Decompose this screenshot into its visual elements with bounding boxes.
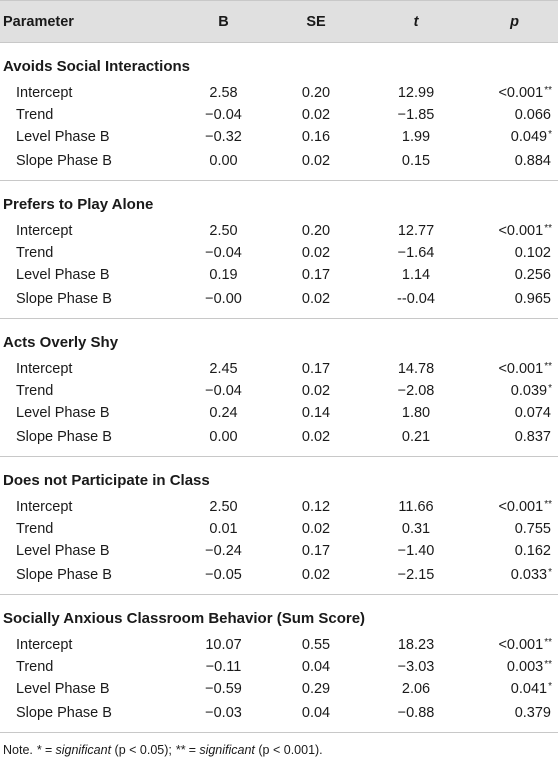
cell-se: 0.02	[301, 383, 331, 399]
significance-marker: *	[548, 129, 552, 140]
significance-marker: **	[544, 223, 552, 234]
cell-se: 0.17	[301, 361, 331, 377]
cell-p	[471, 126, 558, 148]
table-row	[0, 634, 558, 656]
cell-b: −0.11	[205, 659, 242, 675]
cell-t: 18.23	[397, 637, 435, 653]
header-p: p	[471, 1, 558, 43]
cell-p	[471, 424, 558, 457]
note-part3: ** = significant	[175, 743, 255, 757]
p-value: 0.965	[514, 291, 551, 307]
cell-p	[471, 562, 558, 595]
cell-se: 0.04	[301, 659, 331, 675]
cell-b: 2.58	[209, 85, 238, 101]
cell-b: −0.03	[205, 705, 242, 721]
header-row	[0, 1, 558, 43]
cell-b: −0.04	[205, 245, 242, 261]
cell-parameter: Level Phase B	[16, 129, 110, 145]
cell-t: 0.15	[401, 153, 431, 169]
cell-p	[471, 700, 558, 732]
cell-parameter: Level Phase B	[16, 267, 110, 283]
cell-se: 0.02	[301, 429, 331, 445]
cell-t: 12.77	[397, 223, 435, 239]
p-value: 0.162	[514, 543, 551, 559]
cell-p	[471, 148, 558, 181]
cell-parameter: Intercept	[16, 223, 73, 239]
p-value: 0.102	[514, 245, 551, 261]
cell-se: 0.02	[301, 291, 331, 307]
table-row	[0, 562, 558, 595]
p-value: <0.001	[498, 223, 544, 239]
note-prefix: Note.	[3, 743, 37, 757]
section-title: Socially Anxious Classroom Behavior (Sum Score)	[0, 595, 558, 635]
section-title: Prefers to Play Alone	[0, 181, 558, 221]
p-value: <0.001	[498, 499, 544, 515]
table-row	[0, 104, 558, 126]
cell-se: 0.17	[301, 543, 331, 559]
cell-p	[471, 678, 558, 700]
cell-b: −0.04	[205, 107, 242, 123]
header-parameter: Parameter	[0, 1, 176, 43]
cell-t: −1.64	[397, 245, 435, 261]
cell-parameter: Intercept	[16, 361, 73, 377]
table-row	[0, 678, 558, 700]
p-value: <0.001	[498, 637, 544, 653]
cell-b: −0.05	[205, 567, 242, 583]
p-value: 0.049	[510, 129, 548, 145]
significance-marker: *	[548, 567, 552, 578]
cell-se: 0.04	[301, 705, 331, 721]
cell-p	[471, 496, 558, 518]
significance-marker: *	[548, 681, 552, 692]
cell-p	[471, 518, 558, 540]
cell-parameter: Trend	[16, 659, 54, 675]
section-title: Does not Participate in Class	[0, 457, 558, 497]
cell-t: −2.08	[397, 383, 435, 399]
cell-parameter: Intercept	[16, 85, 73, 101]
cell-parameter: Trend	[16, 383, 54, 399]
p-value: 0.039	[510, 383, 548, 399]
cell-p	[471, 104, 558, 126]
cell-b: −0.59	[205, 681, 242, 697]
table-row	[0, 424, 558, 457]
cell-t: 1.14	[401, 267, 431, 283]
significance-marker: **	[544, 637, 552, 648]
table-row	[0, 540, 558, 562]
cell-se: 0.20	[301, 85, 331, 101]
cell-se: 0.17	[301, 267, 331, 283]
section-title: Acts Overly Shy	[0, 319, 558, 359]
p-value: 0.033	[510, 567, 548, 583]
cell-parameter: Slope Phase B	[16, 567, 112, 583]
cell-b: 0.00	[209, 429, 238, 445]
cell-t: −1.40	[397, 543, 435, 559]
section-header	[0, 181, 558, 221]
section-header	[0, 319, 558, 359]
cell-b: 2.50	[209, 499, 238, 515]
table-row	[0, 286, 558, 319]
table-row	[0, 220, 558, 242]
cell-b: 0.01	[209, 521, 238, 537]
table-body	[0, 43, 558, 733]
cell-t: −1.85	[397, 107, 435, 123]
p-value: 0.755	[514, 521, 551, 537]
cell-t: −2.15	[397, 567, 435, 583]
p-value: 0.066	[514, 107, 551, 123]
cell-se: 0.02	[301, 521, 331, 537]
cell-p	[471, 220, 558, 242]
cell-parameter: Level Phase B	[16, 405, 110, 421]
cell-t: 1.99	[401, 129, 431, 145]
section-title: Avoids Social Interactions	[3, 58, 190, 75]
section-header	[0, 595, 558, 635]
cell-p	[471, 380, 558, 402]
cell-b: 2.45	[209, 361, 238, 377]
table-row	[0, 148, 558, 181]
cell-parameter: Level Phase B	[16, 681, 110, 697]
cell-parameter: Trend	[16, 107, 54, 123]
cell-parameter: Slope Phase B	[16, 429, 112, 445]
table-row	[0, 518, 558, 540]
note-part2: (p < 0.05);	[111, 743, 176, 757]
section-header	[0, 457, 558, 497]
p-value: 0.379	[514, 705, 551, 721]
cell-b: −0.04	[205, 383, 242, 399]
table-note	[0, 732, 558, 767]
table-row	[0, 496, 558, 518]
significance-marker: *	[548, 383, 552, 394]
note-part1: * = significant	[36, 743, 112, 757]
cell-b: 0.00	[209, 153, 238, 169]
cell-t: 14.78	[397, 361, 435, 377]
cell-p	[471, 634, 558, 656]
cell-se: 0.29	[301, 681, 331, 697]
significance-marker: **	[544, 85, 552, 96]
cell-parameter: Intercept	[16, 499, 73, 515]
p-value: 0.837	[514, 429, 551, 445]
cell-t: 11.66	[398, 499, 434, 515]
cell-t: 0.21	[401, 429, 431, 445]
cell-t: −3.03	[397, 659, 435, 675]
p-value: 0.256	[514, 267, 551, 283]
cell-p	[471, 358, 558, 380]
cell-se: 0.02	[301, 153, 331, 169]
cell-t: --0.04	[397, 291, 435, 307]
table-row	[0, 242, 558, 264]
cell-se: 0.02	[301, 245, 331, 261]
table-row	[0, 264, 558, 286]
header-se: SE	[271, 1, 361, 43]
cell-t: 12.99	[397, 85, 435, 101]
p-value: <0.001	[498, 361, 544, 377]
cell-se: 0.55	[301, 637, 331, 653]
cell-se: 0.02	[301, 567, 331, 583]
p-value: <0.001	[498, 85, 544, 101]
cell-p	[471, 656, 558, 678]
section-header	[0, 43, 558, 83]
cell-b: 0.24	[209, 405, 238, 421]
table-row	[0, 402, 558, 424]
table-row	[0, 82, 558, 104]
cell-b: −0.32	[205, 129, 242, 145]
cell-t: 1.80	[401, 405, 431, 421]
cell-se: 0.20	[301, 223, 331, 239]
header-b: B	[176, 1, 271, 43]
cell-p	[471, 402, 558, 424]
cell-se: 0.12	[301, 499, 331, 515]
significance-marker: **	[544, 499, 552, 510]
p-value: 0.003	[506, 659, 544, 675]
cell-t: 0.31	[401, 521, 431, 537]
cell-b: 0.19	[209, 267, 238, 283]
cell-b: 10.07	[205, 637, 242, 653]
cell-se: 0.14	[301, 405, 331, 421]
cell-b: −0.00	[205, 291, 242, 307]
cell-parameter: Intercept	[16, 637, 73, 653]
significance-marker: **	[544, 659, 552, 670]
cell-p	[471, 540, 558, 562]
table-row	[0, 656, 558, 678]
cell-parameter: Slope Phase B	[16, 153, 112, 169]
cell-parameter: Trend	[16, 245, 54, 261]
cell-se: 0.16	[301, 129, 331, 145]
cell-parameter: Slope Phase B	[16, 705, 112, 721]
cell-parameter: Level Phase B	[16, 543, 110, 559]
cell-b: −0.24	[205, 543, 242, 559]
p-value: 0.884	[514, 153, 551, 169]
cell-t: −0.88	[397, 705, 435, 721]
cell-se: 0.02	[301, 107, 331, 123]
cell-parameter: Trend	[16, 521, 54, 537]
p-value: 0.074	[514, 405, 551, 421]
cell-p	[471, 242, 558, 264]
note-part4: (p < 0.001).	[254, 743, 323, 757]
p-value: 0.041	[510, 681, 548, 697]
header-t: t	[361, 1, 471, 43]
significance-marker: **	[544, 361, 552, 372]
table-row	[0, 700, 558, 732]
cell-p	[471, 286, 558, 319]
cell-p	[471, 82, 558, 104]
cell-parameter: Slope Phase B	[16, 291, 112, 307]
table-row	[0, 380, 558, 402]
cell-p	[471, 264, 558, 286]
table-row	[0, 126, 558, 148]
cell-t: 2.06	[401, 681, 431, 697]
cell-b: 2.50	[209, 223, 238, 239]
table-row	[0, 358, 558, 380]
